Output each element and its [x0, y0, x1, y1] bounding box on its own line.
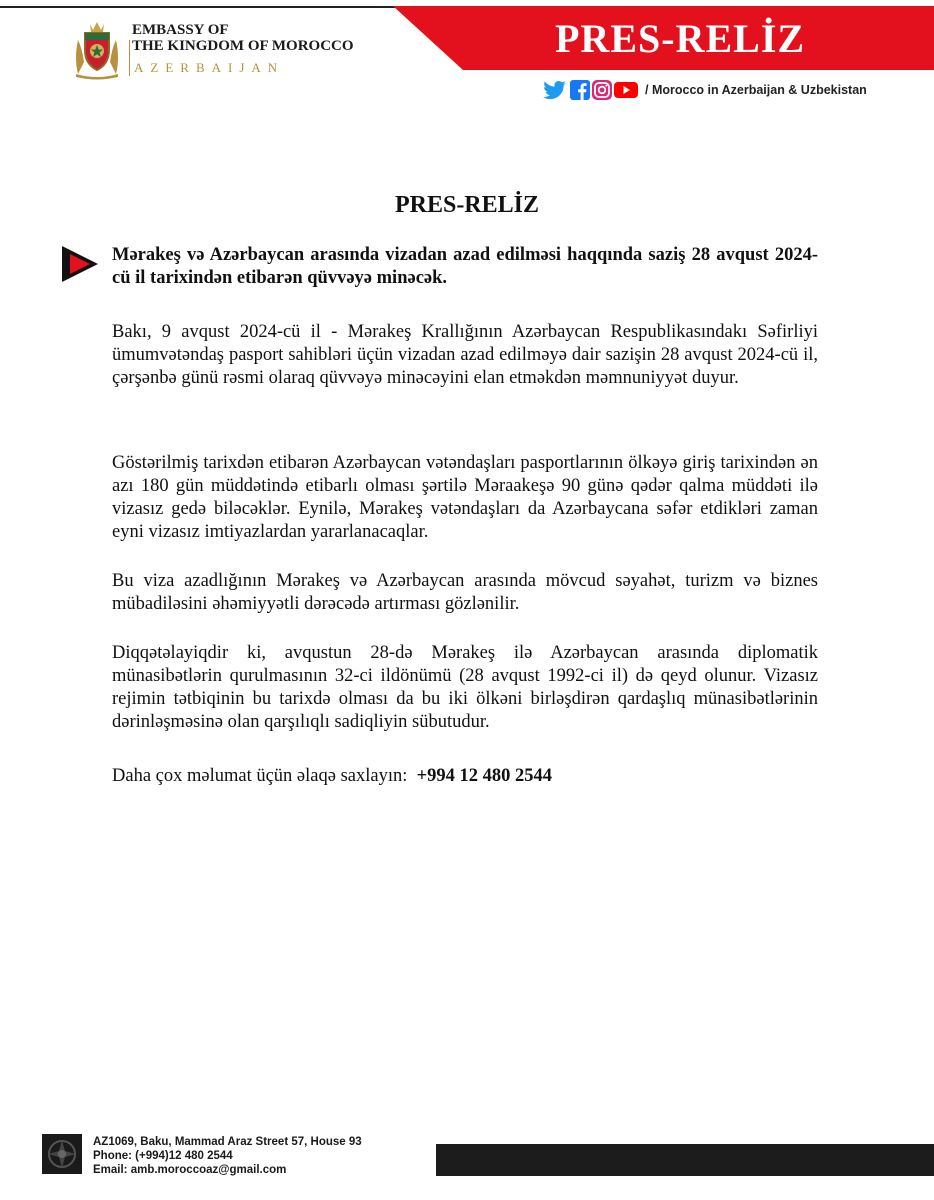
body-paragraph-2: Göstərilmiş tarixdən etibarən Azərbaycan vətəndaşları pasportlarının ölkəyə giriş tarixindən ən azı 180 gün müddətində etibarlı olması şərtilə Məraakeşə 90 günə qədər qalma müddəti ilə vizasız gedə biləcəklər. Eynilə, Mərakeş vətəndaşları da Azərbaycana səfər etdikləri zaman eyni vizasız imtiyazlardan yararlanacaqlar.	[112, 453, 818, 542]
social-media-bar	[542, 80, 867, 100]
youtube-icon[interactable]	[614, 80, 638, 100]
play-arrow-icon	[60, 244, 100, 284]
footer-phone: Phone: (+994)12 480 2544	[93, 1150, 233, 1162]
lead-paragraph: Mərakeş və Azərbaycan arasında vizadan azad edilməsi haqqında saziş 28 avqust 2024-cü il tarixindən etibarən qüvvəyə minəcək.	[112, 245, 818, 288]
twitter-icon[interactable]	[542, 80, 568, 100]
social-handle-text: / Morocco in Azerbaijan & Uzbekistan	[645, 83, 867, 97]
footer-email: Email: amb.moroccoaz@gmail.com	[93, 1164, 287, 1176]
body-paragraph-1: Bakı, 9 avqust 2024-cü il - Mərakeş Krallığının Azərbaycan Respublikasındakı Səfirliyi ümumvətəndaş pasport sahibləri üçün vizadan azad edilməyə dair sazişin 28 avqust 2024-cü il, çərşənbə günü rəsmi olaraq qüvvəyə minəcəyini elan etməkdən məmnuniyyət duyur.	[112, 322, 818, 388]
embassy-country: AZERBAIJAN	[134, 60, 285, 75]
moroccan-coat-of-arms-icon	[68, 18, 126, 80]
header-band-title: PRES-RELİZ	[555, 16, 806, 61]
contact-label: Daha çox məlumat üçün əlaqə saxlayın:	[112, 766, 408, 786]
footer-address: AZ1069, Baku, Mammad Araz Street 57, House 93	[93, 1136, 362, 1148]
footer-dark-bar	[436, 1144, 934, 1176]
instagram-icon[interactable]	[592, 80, 612, 100]
embassy-pattern-icon	[42, 1134, 82, 1174]
contact-phone[interactable]: +994 12 480 2544	[416, 766, 553, 786]
facebook-icon[interactable]	[570, 80, 590, 100]
document-title: PRES-RELİZ	[394, 192, 540, 218]
embassy-divider	[129, 40, 130, 76]
body-paragraph-3: Bu viza azadlığının Mərakeş və Azərbaycan arasında mövcud səyahət, turizm və biznes mübadiləsini əhəmiyyətli dərəcədə artırması gözlənilir.	[112, 571, 818, 614]
embassy-name-line1: EMBASSY OF	[132, 22, 229, 38]
embassy-name-line2: THE KINGDOM OF MOROCCO	[132, 38, 354, 54]
body-paragraph-4: Diqqətəlayiqdir ki, avqustun 28-də Mərakeş ilə Azərbaycan arasında diplomatik münasibətlərin qurulmasının 32-ci ildönümü (28 avqust 1992-ci il) də qeyd olunur. Vizasız rejimin tətbiqinin bu tarixdə olması da bu iki ölkəni birləşdirən qardaşlıq münasibətlərinin dərinləşməsinə olan qarşılıqlı sadiqliyin sübutudur.	[112, 643, 818, 732]
contact-line	[112, 765, 818, 788]
